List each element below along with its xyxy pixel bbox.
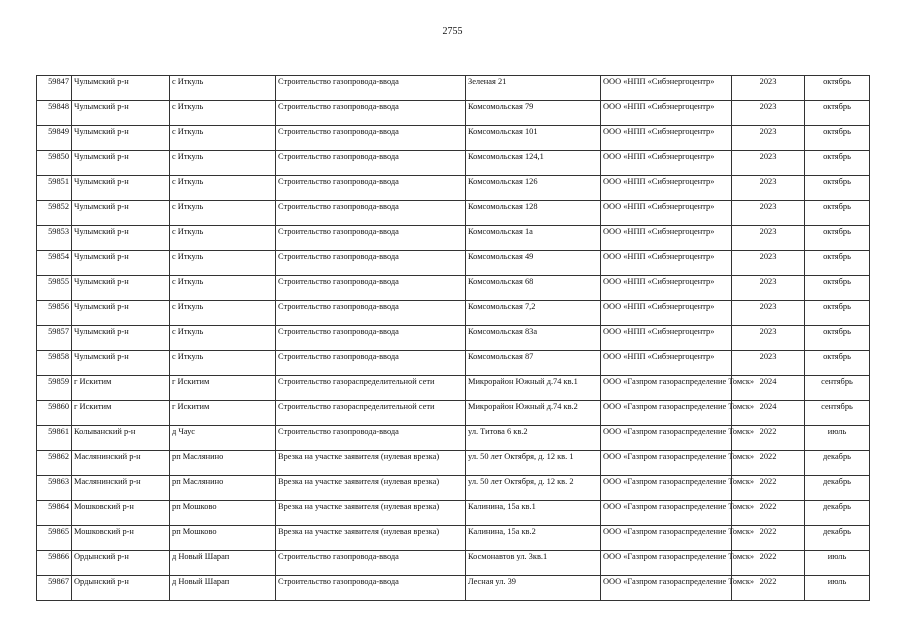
year-cell: 2022 (732, 576, 805, 601)
work-type-cell: Строительство газопровода-ввода (276, 301, 466, 326)
locality-cell: рп Мошково (170, 526, 276, 551)
month-cell: октябрь (805, 76, 870, 101)
contractor-cell: ООО «Газпром газораспределение Томск» (601, 451, 732, 476)
work-type-cell: Строительство газопровода-ввода (276, 251, 466, 276)
month-cell: декабрь (805, 526, 870, 551)
address-cell: Лесная ул. 39 (466, 576, 601, 601)
contractor-cell: ООО «НПП «Сибэнергоцентр» (601, 251, 732, 276)
locality-cell: с Иткуль (170, 326, 276, 351)
table-row (37, 226, 870, 251)
locality-cell: г Искитим (170, 376, 276, 401)
table-row (37, 526, 870, 551)
district-cell: г Искитим (72, 401, 170, 426)
address-cell: ул. Титова 6 кв.2 (466, 426, 601, 451)
year-cell: 2022 (732, 551, 805, 576)
month-cell: октябрь (805, 351, 870, 376)
month-cell: июль (805, 551, 870, 576)
table-row (37, 501, 870, 526)
work-type-cell: Врезка на участке заявителя (нулевая врезка) (276, 451, 466, 476)
locality-cell: д Чаус (170, 426, 276, 451)
month-cell: октябрь (805, 276, 870, 301)
locality-cell: с Иткуль (170, 351, 276, 376)
row-id-cell: 59866 (37, 551, 72, 576)
month-cell: октябрь (805, 201, 870, 226)
table-row (37, 551, 870, 576)
contractor-cell: ООО «Газпром газораспределение Томск» (601, 551, 732, 576)
month-cell: июль (805, 576, 870, 601)
year-cell: 2023 (732, 301, 805, 326)
table-row (37, 451, 870, 476)
locality-cell: с Иткуль (170, 101, 276, 126)
locality-cell: с Иткуль (170, 226, 276, 251)
address-cell: Комсомольская 7,2 (466, 301, 601, 326)
district-cell: Маслянинский р-н (72, 476, 170, 501)
contractor-cell: ООО «Газпром газораспределение Томск» (601, 401, 732, 426)
locality-cell: рп Маслянино (170, 451, 276, 476)
month-cell: октябрь (805, 326, 870, 351)
address-cell: ул. 50 лет Октября, д. 12 кв. 2 (466, 476, 601, 501)
month-cell: октябрь (805, 151, 870, 176)
work-type-cell: Строительство газопровода-ввода (276, 126, 466, 151)
month-cell: октябрь (805, 176, 870, 201)
address-cell: Микрорайон Южный д.74 кв.2 (466, 401, 601, 426)
locality-cell: с Иткуль (170, 201, 276, 226)
page-number: 2755 (442, 26, 463, 37)
district-cell: Колыванский р-н (72, 426, 170, 451)
work-type-cell: Врезка на участке заявителя (нулевая врезка) (276, 476, 466, 501)
locality-cell: с Иткуль (170, 251, 276, 276)
locality-cell: д Новый Шарап (170, 576, 276, 601)
row-id-cell: 59850 (37, 151, 72, 176)
month-cell: июль (805, 426, 870, 451)
month-cell: декабрь (805, 476, 870, 501)
address-cell: Комсомольская 126 (466, 176, 601, 201)
year-cell: 2022 (732, 451, 805, 476)
address-cell: Калинина, 15а кв.2 (466, 526, 601, 551)
year-cell: 2023 (732, 201, 805, 226)
contractor-cell: ООО «НПП «Сибэнергоцентр» (601, 326, 732, 351)
work-type-cell: Строительство газопровода-ввода (276, 201, 466, 226)
table-row (37, 201, 870, 226)
month-cell: сентябрь (805, 376, 870, 401)
contractor-cell: ООО «НПП «Сибэнергоцентр» (601, 201, 732, 226)
district-cell: Чулымский р-н (72, 326, 170, 351)
contractor-cell: ООО «НПП «Сибэнергоцентр» (601, 151, 732, 176)
row-id-cell: 59858 (37, 351, 72, 376)
locality-cell: с Иткуль (170, 126, 276, 151)
work-type-cell: Строительство газопровода-ввода (276, 176, 466, 201)
work-type-cell: Строительство газораспределительной сети (276, 401, 466, 426)
district-cell: Чулымский р-н (72, 301, 170, 326)
district-cell: Чулымский р-н (72, 176, 170, 201)
district-cell: Ордынский р-н (72, 551, 170, 576)
row-id-cell: 59855 (37, 276, 72, 301)
work-type-cell: Строительство газопровода-ввода (276, 276, 466, 301)
table-row (37, 251, 870, 276)
month-cell: сентябрь (805, 401, 870, 426)
locality-cell: с Иткуль (170, 176, 276, 201)
locality-cell: д Новый Шарап (170, 551, 276, 576)
work-type-cell: Строительство газопровода-ввода (276, 326, 466, 351)
contractor-cell: ООО «НПП «Сибэнергоцентр» (601, 126, 732, 151)
row-id-cell: 59867 (37, 576, 72, 601)
table-row (37, 101, 870, 126)
district-cell: Чулымский р-н (72, 201, 170, 226)
row-id-cell: 59851 (37, 176, 72, 201)
year-cell: 2023 (732, 101, 805, 126)
contractor-cell: ООО «Газпром газораспределение Томск» (601, 501, 732, 526)
row-id-cell: 59862 (37, 451, 72, 476)
year-cell: 2023 (732, 226, 805, 251)
address-cell: Комсомольская 101 (466, 126, 601, 151)
row-id-cell: 59848 (37, 101, 72, 126)
year-cell: 2023 (732, 126, 805, 151)
address-cell: Космонавтов ул. 3кв.1 (466, 551, 601, 576)
district-cell: Мошковский р-н (72, 501, 170, 526)
locality-cell: с Иткуль (170, 76, 276, 101)
district-cell: Чулымский р-н (72, 226, 170, 251)
year-cell: 2022 (732, 526, 805, 551)
address-cell: Калинина, 15а кв.1 (466, 501, 601, 526)
year-cell: 2022 (732, 426, 805, 451)
address-cell: Комсомольская 87 (466, 351, 601, 376)
locality-cell: рп Маслянино (170, 476, 276, 501)
district-cell: Чулымский р-н (72, 101, 170, 126)
district-cell: Чулымский р-н (72, 76, 170, 101)
month-cell: октябрь (805, 251, 870, 276)
work-type-cell: Строительство газопровода-ввода (276, 101, 466, 126)
month-cell: октябрь (805, 301, 870, 326)
locality-cell: рп Мошково (170, 501, 276, 526)
locality-cell: с Иткуль (170, 301, 276, 326)
row-id-cell: 59847 (37, 76, 72, 101)
address-cell: Комсомольская 79 (466, 101, 601, 126)
address-cell: Комсомольская 128 (466, 201, 601, 226)
address-cell: Комсомольская 68 (466, 276, 601, 301)
table-row (37, 376, 870, 401)
table-row (37, 276, 870, 301)
locality-cell: с Иткуль (170, 151, 276, 176)
address-cell: Комсомольская 124,1 (466, 151, 601, 176)
row-id-cell: 59849 (37, 126, 72, 151)
month-cell: октябрь (805, 126, 870, 151)
year-cell: 2022 (732, 501, 805, 526)
table-row (37, 476, 870, 501)
work-type-cell: Строительство газопровода-ввода (276, 426, 466, 451)
contractor-cell: ООО «Газпром газораспределение Томск» (601, 576, 732, 601)
contractor-cell: ООО «Газпром газораспределение Томск» (601, 526, 732, 551)
work-type-cell: Строительство газопровода-ввода (276, 551, 466, 576)
work-type-cell: Строительство газопровода-ввода (276, 76, 466, 101)
contractor-cell: ООО «НПП «Сибэнергоцентр» (601, 101, 732, 126)
year-cell: 2022 (732, 476, 805, 501)
work-type-cell: Строительство газораспределительной сети (276, 376, 466, 401)
contractor-cell: ООО «НПП «Сибэнергоцентр» (601, 301, 732, 326)
row-id-cell: 59861 (37, 426, 72, 451)
district-cell: Ордынский р-н (72, 576, 170, 601)
table-row (37, 326, 870, 351)
address-cell: Зеленая 21 (466, 76, 601, 101)
row-id-cell: 59859 (37, 376, 72, 401)
year-cell: 2023 (732, 176, 805, 201)
table-row (37, 426, 870, 451)
district-cell: г Искитим (72, 376, 170, 401)
registry-table (36, 75, 870, 601)
month-cell: октябрь (805, 226, 870, 251)
table-row (37, 401, 870, 426)
month-cell: декабрь (805, 451, 870, 476)
district-cell: Чулымский р-н (72, 351, 170, 376)
address-cell: Комсомольская 1а (466, 226, 601, 251)
table-row (37, 76, 870, 101)
row-id-cell: 59856 (37, 301, 72, 326)
month-cell: декабрь (805, 501, 870, 526)
table-row (37, 351, 870, 376)
locality-cell: г Искитим (170, 401, 276, 426)
row-id-cell: 59857 (37, 326, 72, 351)
district-cell: Чулымский р-н (72, 251, 170, 276)
district-cell: Чулымский р-н (72, 151, 170, 176)
year-cell: 2023 (732, 76, 805, 101)
table-row (37, 126, 870, 151)
work-type-cell: Врезка на участке заявителя (нулевая врезка) (276, 501, 466, 526)
row-id-cell: 59852 (37, 201, 72, 226)
table-row (37, 151, 870, 176)
year-cell: 2023 (732, 326, 805, 351)
contractor-cell: ООО «Газпром газораспределение Томск» (601, 476, 732, 501)
contractor-cell: ООО «НПП «Сибэнергоцентр» (601, 76, 732, 101)
year-cell: 2024 (732, 401, 805, 426)
table-row (37, 576, 870, 601)
table-row (37, 301, 870, 326)
address-cell: Микрорайон Южный д.74 кв.1 (466, 376, 601, 401)
table-row (37, 176, 870, 201)
contractor-cell: ООО «Газпром газораспределение Томск» (601, 426, 732, 451)
row-id-cell: 59860 (37, 401, 72, 426)
year-cell: 2023 (732, 276, 805, 301)
contractor-cell: ООО «НПП «Сибэнергоцентр» (601, 176, 732, 201)
contractor-cell: ООО «НПП «Сибэнергоцентр» (601, 276, 732, 301)
work-type-cell: Строительство газопровода-ввода (276, 226, 466, 251)
work-type-cell: Строительство газопровода-ввода (276, 151, 466, 176)
table-body (37, 76, 870, 601)
district-cell: Мошковский р-н (72, 526, 170, 551)
row-id-cell: 59854 (37, 251, 72, 276)
address-cell: ул. 50 лет Октября, д. 12 кв. 1 (466, 451, 601, 476)
contractor-cell: ООО «НПП «Сибэнергоцентр» (601, 226, 732, 251)
contractor-cell: ООО «НПП «Сибэнергоцентр» (601, 351, 732, 376)
address-cell: Комсомольская 83а (466, 326, 601, 351)
district-cell: Чулымский р-н (72, 126, 170, 151)
district-cell: Чулымский р-н (72, 276, 170, 301)
row-id-cell: 59864 (37, 501, 72, 526)
work-type-cell: Врезка на участке заявителя (нулевая врезка) (276, 526, 466, 551)
row-id-cell: 59863 (37, 476, 72, 501)
year-cell: 2024 (732, 376, 805, 401)
row-id-cell: 59853 (37, 226, 72, 251)
work-type-cell: Строительство газопровода-ввода (276, 576, 466, 601)
year-cell: 2023 (732, 251, 805, 276)
locality-cell: с Иткуль (170, 276, 276, 301)
contractor-cell: ООО «Газпром газораспределение Томск» (601, 376, 732, 401)
row-id-cell: 59865 (37, 526, 72, 551)
district-cell: Маслянинский р-н (72, 451, 170, 476)
work-type-cell: Строительство газопровода-ввода (276, 351, 466, 376)
year-cell: 2023 (732, 151, 805, 176)
month-cell: октябрь (805, 101, 870, 126)
year-cell: 2023 (732, 351, 805, 376)
address-cell: Комсомольская 49 (466, 251, 601, 276)
